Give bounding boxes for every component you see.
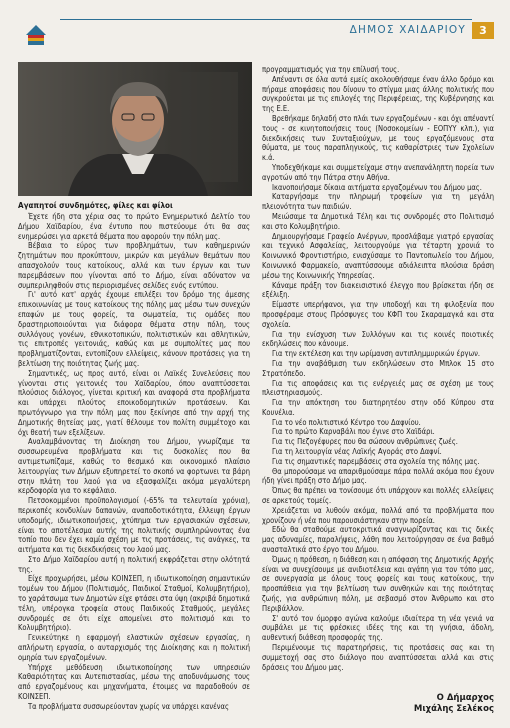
body-paragraph: Σημαντικές, ως προς αυτό, είναι οι Λαϊκές Συνελεύσεις που γίνονται στις γειτονιές του Χαϊδαρίου, όπου αναπτύσσεται πλούσιος διάλογος, γίνεται κριτική και αναφορά στα προβλήματα και υπάρχει πλούτος εποικοδομητικών προτάσεων. Και πρωτόγνωρο για την πόλη μας που ξεκίνησε από την αρχή της Δημοτικής θητείας μας, γιατί θέλουμε τον πολίτη συμμέτοχο και όχι θεατή των εξελίξεων. (18, 368, 250, 437)
body-paragraph: Έχετε ήδη στα χέρια σας το πρώτο Ενημερωτικό Δελτίο του Δήμου Χαϊδαρίου, ένα έντυπο που πιστεύουμε ότι θα σας ενημερώσει για αρκετά θέματα που αφορούν την πόλη μας. (18, 212, 250, 241)
publication-title: ΔΗΜΟΣ ΧΑΙΔΑΡΙΟΥ (349, 24, 466, 36)
body-paragraph: Υποδεχθήκαμε και συμμετείχαμε στην ανεπανάληπτη πορεία των αγροτών από την Πάτρα στην Αθήνα. (262, 162, 494, 182)
body-paragraph: Είμαστε υπερήφανοι, για την υποδοχή και τη φιλοξενία που προσφέραμε στους Πρόσφυγες του ΚΦΠ του Σκαραμαγκά και στα σχολεία. (262, 300, 494, 329)
body-paragraph: Θα μπορούσαμε να απαριθμούσαμε πάρα πολλά ακόμα που έχουν ήδη γίνει πράξη στο Δήμο μας. (262, 466, 494, 486)
body-paragraph: Βέβαια το εύρος των προβλημάτων, των καθημερινών ζητημάτων που προκύπτουν, μικρών και μεγάλων θεμάτων που απασχολούν τους κατοίκους, αλλά και των έργων και των παρεμβάσεων που γίνονται από το Δήμο, είναι αδύνατον να συμπεριληφθούν στις περιορισμένες σελίδες ενός εντύπου. (18, 241, 250, 290)
signature-name: Μιχάλης Σελέκος (413, 704, 494, 714)
body-paragraph: Γι' αυτό κατ' αρχάς έχουμε επιλέξει τον δρόμο της άμεσης επικοινωνίας με τους κατοίκους της πόλης μας μέσω των συνεχών επαφών με τους φορείς, τα σωματεία, τις ομάδες που δραστηριοποιούνται για διάφορα θέματα στην πόλη, τους συλλόγους γονέων, εθνικοτοπικών, πολιτιστικών και αθλητικών, τις επιτροπές γειτονιάς, καθώς και με συμπολίτες μας που προβληματίζονται, εντοπίζουν ελλείψεις, κάνουν προτάσεις για τη βελτίωση της ποιότητας ζωής μας. (18, 290, 250, 368)
body-paragraph: Τα προβλήματα συσσωρεύονταν χωρίς να υπάρχει κανένας (28, 701, 229, 711)
body-paragraph: Για το νέο πολιτιστικό Κέντρο του Δαφνίου. (272, 417, 421, 427)
right-column (262, 65, 494, 672)
body-paragraph: Χρειάζεται να λυθούν ακόμα, πολλά από τα προβλήματα που χρονίζουν ή νέα που παρουσιάστηκαν στην πορεία. (262, 505, 494, 525)
body-paragraph: προγραμματισμός για την επίλυσή τους. (262, 65, 400, 74)
body-paragraph: Πετσοκομμένοι προϋπολογισμοί (-65% τα τελευταία χρόνια), περικοπές κονδυλίων δαπανών, αναποδοτικότητα, έλλειψη έργων υποδομής, ιδιωτικοποιήσεις, χτύπημα των εργασιακών σχέσεων, είναι το αποτέλεσμα αυτής της πολιτικής συμπληρώνοντας ένα τοπίο που δεν έχει καμία σχέση με τις προτάσεις, τις ανάγκες, τα αιτήματα και τις διεκδικήσεις του λαού μας. (18, 496, 250, 555)
body-paragraph: Αναλαμβάνοντας τη Διοίκηση του Δήμου, γνωρίζαμε τα συσσωρευμένα προβλήματα και τις δυσκολίες που θα αντιμετωπίζαμε, καθώς το θεσμικό και οικονομικό πλαίσιο λειτουργίας των Δήμων εξυπηρετεί το σκοπό να φορτωνει τα βάρη στην πλάτη του λαού για να εξασφαλίζει ακόμα μεγαλύτερη κερδοφορία για το κεφάλαιο. (18, 437, 250, 496)
body-paragraph: Σ' αυτό τον όμορφο αγώνα καλούμε ιδιαίτερα τη νέα γενιά να συμβάλει με τις φρέσκιες ιδέες της και τη γνήσια, άδολη, αυθεντική διάθεση προσφοράς της. (262, 613, 494, 643)
municipality-logo-icon (24, 22, 48, 48)
mayor-photo (18, 62, 252, 196)
body-paragraph: Για την αναβάθμιση των εκδηλώσεων στο Μπλοκ 15 στο Στρατόπεδο. (262, 358, 494, 378)
signature-role: Ο Δήμαρχος (436, 693, 494, 703)
body-paragraph: Μειώσαμε τα Δημοτικά Τέλη και τις συνδρομές στο Πολιτισμό και στο Κολυμβητήριο. (262, 211, 494, 231)
page-number-badge: 3 (472, 22, 494, 39)
body-paragraph: Για την εκτέλεση και την ωρίμανση αντιπλημμυρικών έργων. (272, 349, 481, 359)
header-rule (60, 19, 472, 20)
body-paragraph: Για τις αποφάσεις και τις ενέργειές μας σε σχέση με τους πλειστηριασμούς. (262, 378, 494, 398)
body-paragraph: Υπήρχε μεθόδευση ιδιωτικοποίησης των υπηρεσιών Καθαριότητας και Αυτεπιστασίας, μέσω της αποδυνάμωσης τους από εργαζομένους και μηχανήματα, έτοιμες να παραδοθούν σε ΚΟΙΝΣΕΠ. (18, 662, 250, 702)
left-column (18, 62, 250, 712)
body-paragraph: Όμως η πρόθεση, η διάθεση και η απόφαση της Δημοτικής Αρχής είναι να συνεχίσουμε με ανιδιοτέλεια και αγάπη για τον τόπο μας, σε συνεργασία με όλους τους φορείς και τους κατοίκους, την προσπάθεια για την βελτίωση των συνθηκών και της ποιότητας ζωής, για ανθρώπινη πόλη, με σεβασμό στον Άνθρωπο και στο Περιβάλλον. (262, 554, 494, 613)
body-paragraph: Για την απόκτηση του διατηρητέου στην οδό Κύπρου στα Κουνέλια. (262, 398, 494, 417)
body-paragraph: Είχε προχωρήσει, μέσω ΚΟΙΝΣΕΠ, η ιδιωτικοποίηση σημαντικών τομέων του Δήμου (Πολιτισμός, Παιδικοί Σταθμοί, Κολυμβητήριο), το χαράτσωμα των Δημοτών είχε φτάσει στα ύψη (ακριβά δημοτικά τέλη, υπέρογκα τροφεία στους Παιδικούς Σταθμούς, μεγάλες συνδρομές σε ότι είχε απομείνει στο πολιτισμό και το Κολυμβητήριο). (18, 574, 250, 633)
body-paragraph: Περιμένουμε τις παρατηρήσεις, τις προτάσεις σας και τη συμμετοχή σας στο διάλογο που αναπτύσσεται αλλά και στις δράσεις του Δήμου μας. (262, 643, 494, 672)
body-paragraph: Εδώ θα σταθούμε αυτοκριτικά αναγνωρίζοντας και τις δικές μας αδυναμίες, παραλήψεις, λάθη που λειτούργησαν σε ένα βαθμό ανασταλτικά στο έργο του Δήμου. (262, 525, 494, 555)
body-paragraph: Για το πρώτο Καρναβάλι που έγινε στο Χαϊδάρι. (272, 427, 435, 437)
body-paragraph: Όπως θα πρέπει να τονίσουμε ότι υπάρχουν και πολλές ελλείψεις σε αρκετούς τομείς. (262, 486, 494, 506)
signature-block (414, 693, 494, 715)
body-paragraph: Ικανοποιήσαμε δίκαια αιτήματα εργαζομένων του Δήμου μας. (272, 182, 482, 192)
body-paragraph: Γενικεύτηκε η εφαρμογή ελαστικών σχέσεων εργασίας, η απλήρωτη εργασία, ο αυταρχισμός της Διοίκησης και η πολιτική ομηρία των εργαζομένων. (18, 633, 250, 662)
body-paragraph: Στο Δήμο Χαϊδαρίου αυτή η πολιτική εκφράζεται στην ολότητά της. (18, 554, 250, 574)
body-paragraph: Καταργήσαμε την πληρωμή τροφείων για τη μεγάλη πλειονότητα των παιδιών. (262, 192, 494, 212)
portrait-image (18, 62, 252, 196)
body-paragraph: Δημιουργήσαμε Γραφείο Ανέργων, προσλάβαμε γιατρό εργασίας και τεχνικό Ασφαλείας, λειτουργούμε για τέταρτη χρονιά το Κοινωνικό Φροντιστήριο, ενισχύσαμε το Παντοπωλείο του Δήμου, Κοινωνικό Φαρμακείο, αναπτύσσουμε αδιάλειπτα πλούσια δράση μέσω της Κοινωνικής Υπηρεσίας. (262, 231, 494, 280)
body-paragraph: Κάναμε πράξη τον διακεισιστικό έλεγχο που βρίσκεται ήδη σε εξέλιξη. (262, 280, 494, 300)
body-paragraph: Για τις σημαντικές παρεμβάσεις στα σχολεία της πόλης μας. (272, 456, 480, 466)
body-paragraph: Για τη λειτουργία νέας Λαϊκής Αγοράς στο Δαφνί. (272, 447, 442, 457)
body-paragraph: Για τις Πεζογέφυρες που θα σώσουν ανθρώπινες ζωές. (272, 437, 458, 447)
greeting-heading: Αγαπητοί συνδημότες, φίλες και φίλοι (18, 201, 173, 210)
body-paragraph: Για την ενίσχυση των Συλλόγων και τις κοινές ποιοτικές εκδηλώσεις που κάνουμε. (262, 329, 494, 349)
body-paragraph: Απέναντι σε όλα αυτά εμείς ακολουθήσαμε έναν άλλο δρόμο και πήραμε αποφάσεις που δίνουν το στίγμα μιας άλλης πολιτικής που συγκρούεται με τις επιλογές της Περιφέρειας, της Κυβέρνησης και της Ε.Ε. (262, 74, 494, 114)
page-header (0, 0, 510, 50)
body-paragraph: Βρεθήκαμε δηλαδή στο πλάι των εργαζομένων - και όχι απέναντί τους - σε κινητοποιήσεις τους (Νοσοκομείων - ΕΟΠΥΥ κλπ.), για διεκδικήσεις των Συνταξιούχων, με τους εργαζόμενους στα θύματα, με τους παραπληγικούς, τις καθαρίστριες των Σχολείων κ.ά. (262, 113, 494, 163)
